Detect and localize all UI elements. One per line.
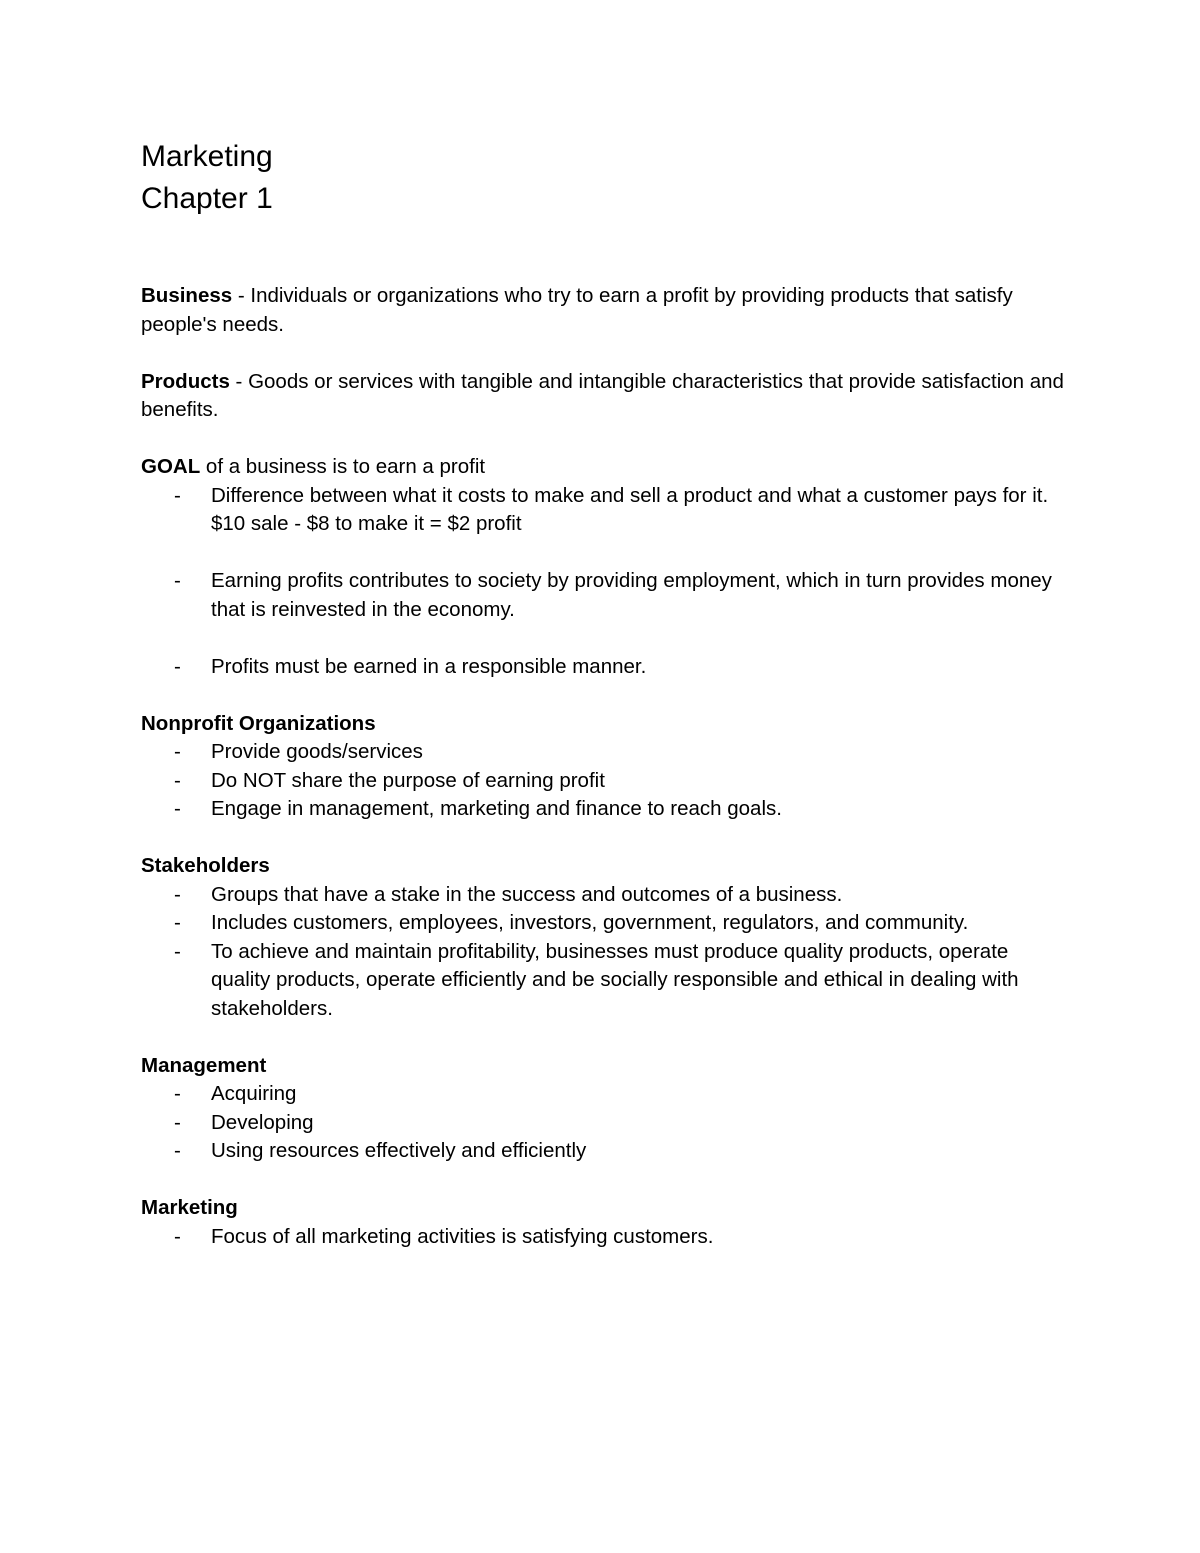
section-management [141,1052,1071,1166]
section-nonprofit [141,710,1071,824]
section-stakeholders [141,852,1071,1023]
definition-products-text: - Goods or services with tangible and intangible characteristics that provide satisfaction and benefits. [141,369,1064,421]
title-line-2: Chapter 1 [141,182,273,215]
list-item [141,881,1071,910]
dash-bullet: - [174,797,181,820]
list-item [141,1080,1071,1109]
stakeholders-list [141,881,1071,1024]
goal-list [141,482,1071,682]
list-item [141,767,1071,796]
management-list [141,1080,1071,1166]
term-business: Business [141,284,233,307]
definition-business-text: - Individuals or organizations who try to earn a profit by providing products that satisfy people's needs. [141,284,1013,336]
nonprofit-item-text: Engage in management, marketing and finance to reach goals. [211,797,782,820]
term-products: Products [141,369,230,393]
heading-marketing: Marketing [141,1196,238,1219]
list-item [141,938,1071,1024]
nonprofit-item-text: Provide goods/services [211,740,423,763]
stakeholders-item-text: Groups that have a stake in the success and outcomes of a business. [211,882,843,906]
list-item [141,795,1071,824]
heading-stakeholders: Stakeholders [141,854,270,877]
management-item-text: Using resources effectively and efficiently [211,1139,587,1162]
goal-example: $10 sale - $8 to make it = $2 profit [211,512,522,535]
dash-bullet: - [174,1082,181,1105]
dash-bullet: - [174,1139,181,1162]
dash-bullet: - [174,1224,181,1248]
term-goal: GOAL [141,455,201,478]
list-item [141,1137,1071,1166]
list-item [141,1109,1071,1138]
section-marketing [141,1194,1071,1251]
dash-bullet: - [174,740,181,763]
goal-item-text: Earning profits contributes to society by providing employment, which in turn provides money that is reinvested in the economy. [211,569,1052,621]
list-item [141,482,1071,539]
title-line-1: Marketing [141,140,273,173]
stakeholders-item-text: To achieve and maintain profitability, businesses must produce quality products, operate quality products, operate efficiently and be socially responsible and ethical in dealing with stakeholders. [211,939,1019,1020]
definition-business [141,282,1071,339]
marketing-item-text: Focus of all marketing activities is satisfying customers. [211,1224,714,1248]
goal-line [141,453,1071,482]
dash-bullet: - [174,1110,181,1134]
list-item [141,1223,1071,1252]
management-item-text: Acquiring [211,1082,297,1105]
management-item-text: Developing [211,1110,314,1134]
dash-bullet: - [174,882,181,906]
nonprofit-list [141,738,1071,824]
dash-bullet: - [174,939,181,963]
list-item [141,653,1071,682]
document-page [141,136,1071,1280]
dash-bullet: - [174,911,181,934]
marketing-list [141,1223,1071,1252]
dash-bullet: - [174,483,181,507]
document-title [141,136,1071,220]
goal-item-text: Profits must be earned in a responsible manner. [211,654,647,678]
definition-products [141,368,1071,425]
goal-item-text: Difference between what it costs to make and sell a product and what a customer pays for it. [211,483,1049,507]
list-item [141,567,1071,624]
goal-text: of a business is to earn a profit [200,455,486,478]
heading-management: Management [141,1053,267,1077]
list-item [141,738,1071,767]
section-goal [141,453,1071,681]
stakeholders-item-text: Includes customers, employees, investors, government, regulators, and community. [211,911,969,934]
nonprofit-item-text: Do NOT share the purpose of earning profit [211,768,605,792]
dash-bullet: - [174,569,181,592]
dash-bullet: - [174,654,181,678]
dash-bullet: - [174,768,181,792]
heading-nonprofit: Nonprofit Organizations [141,711,376,735]
list-item [141,909,1071,938]
